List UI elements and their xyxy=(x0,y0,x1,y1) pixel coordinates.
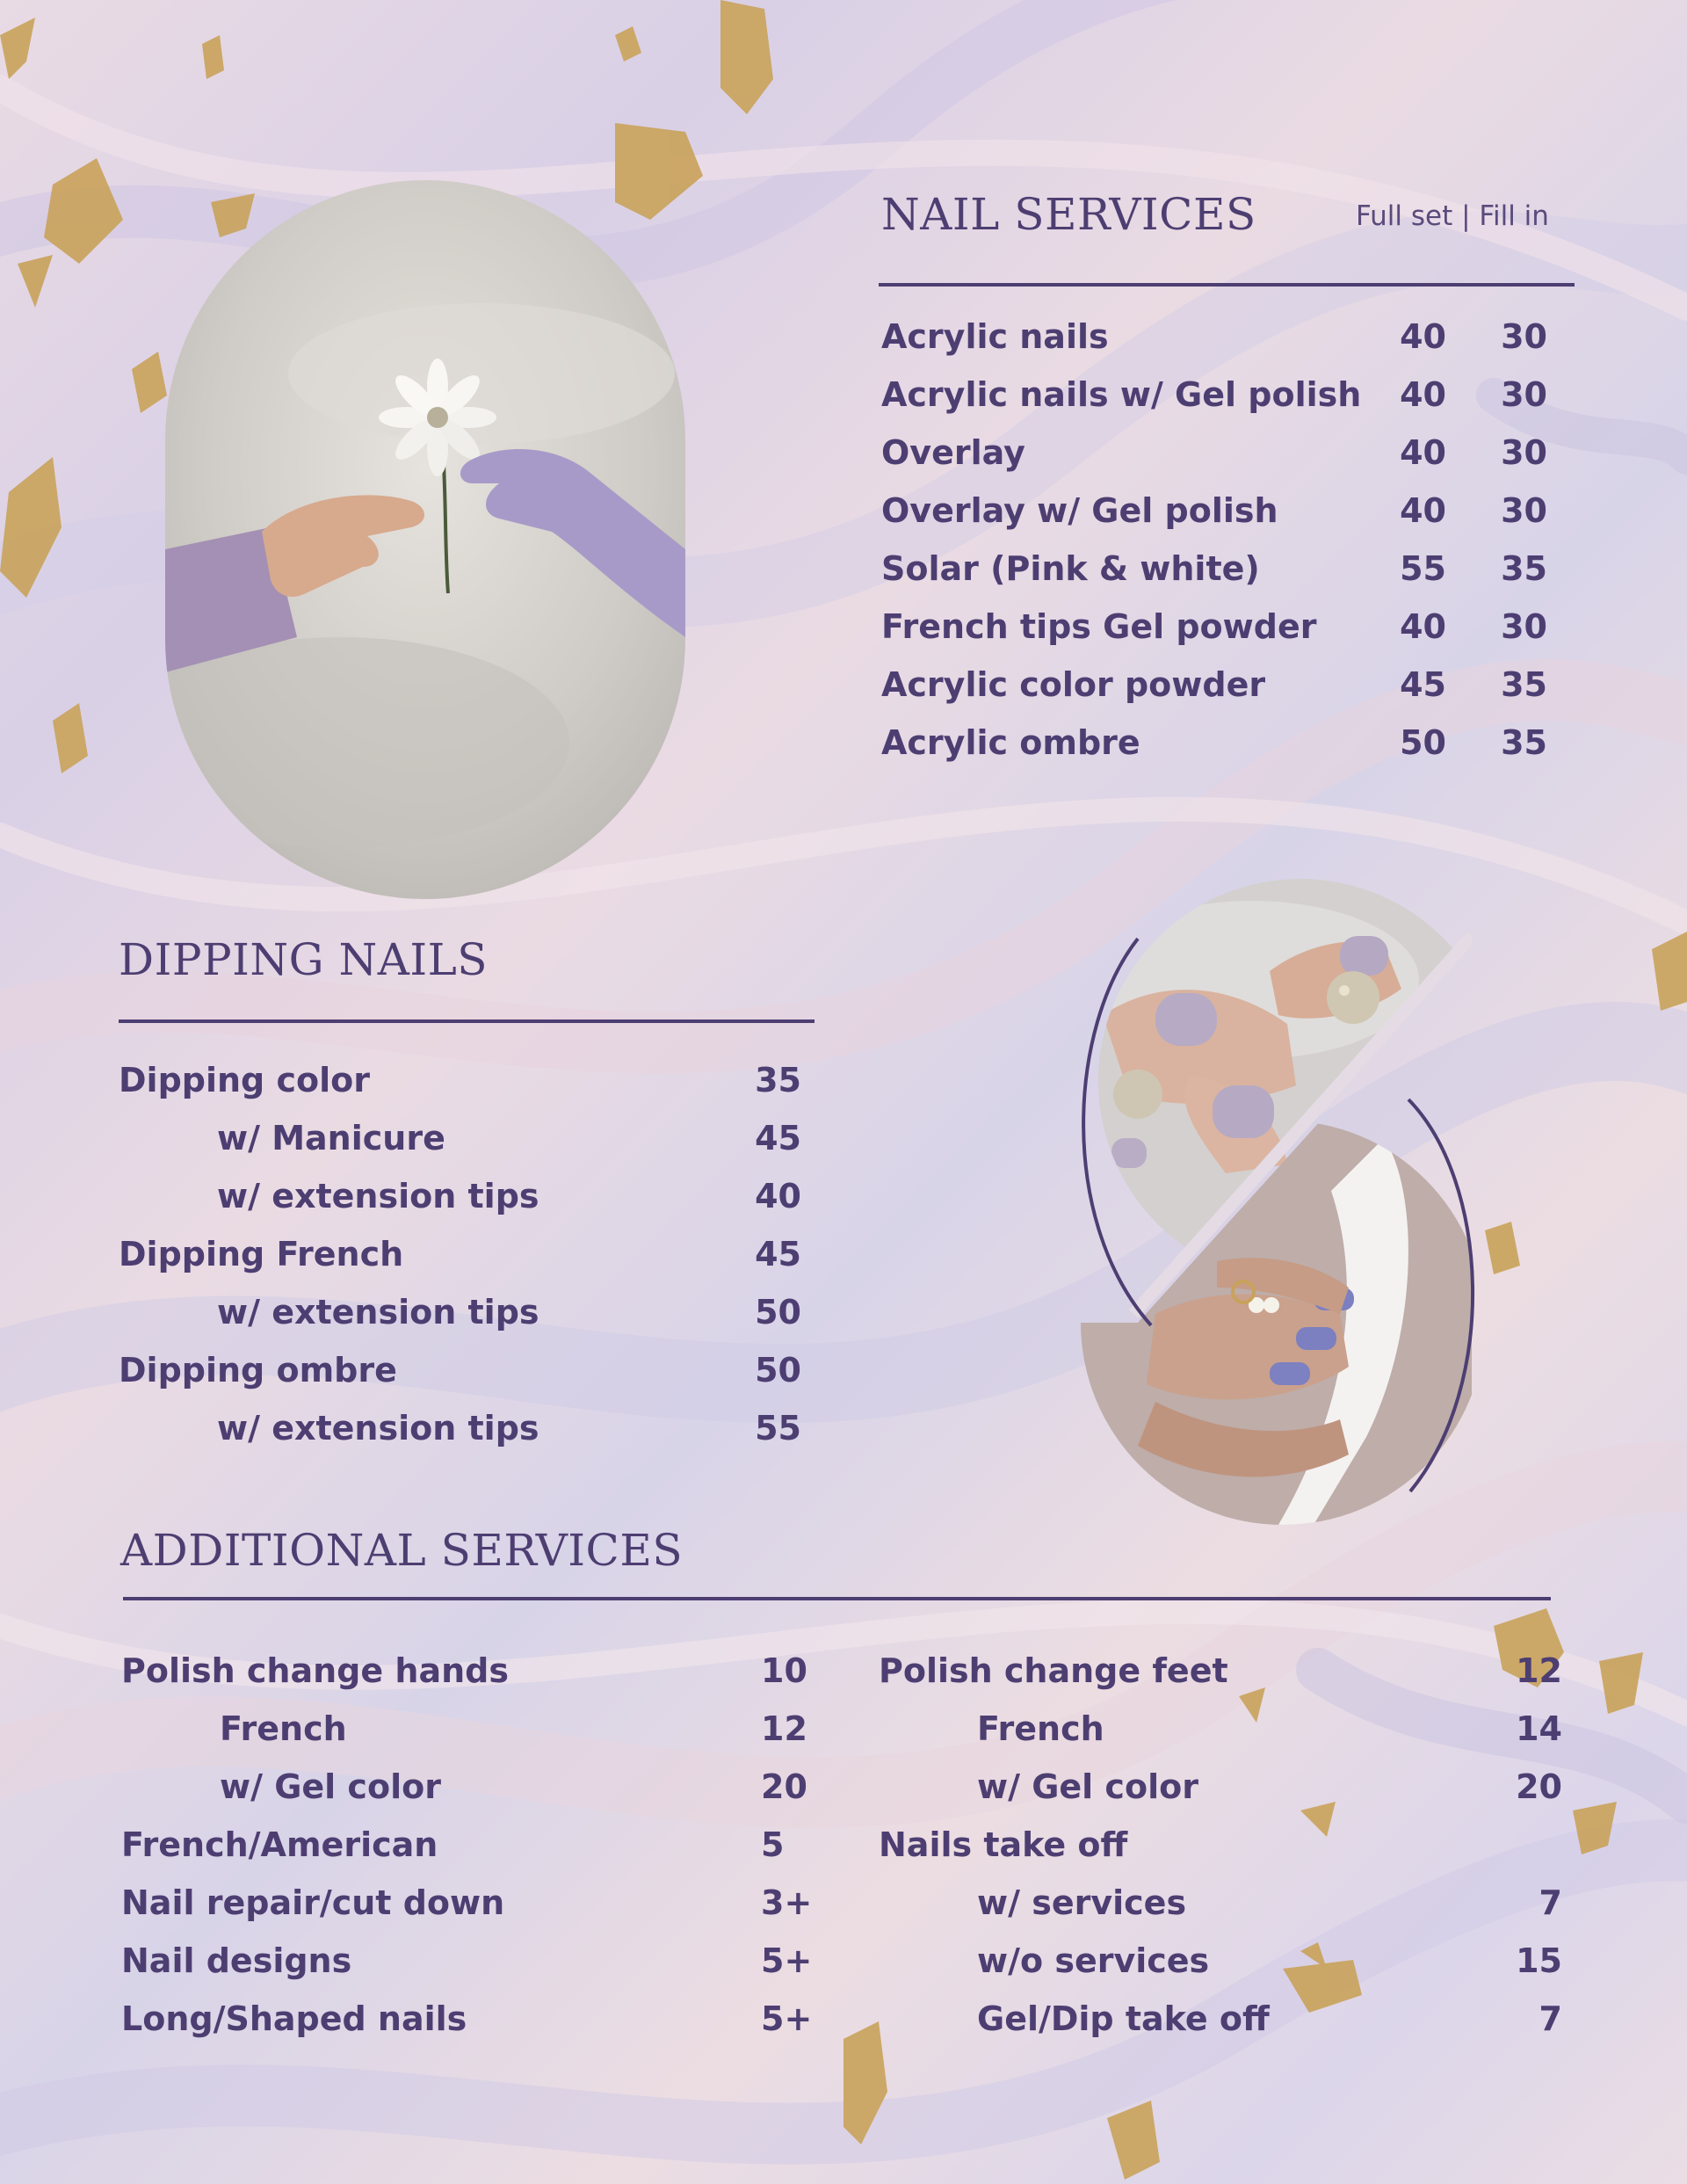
decorative-arc-right xyxy=(1401,1094,1498,1498)
service-price: 15 xyxy=(1516,1941,1562,1980)
service-name: French xyxy=(220,1709,347,1748)
service-price: 7 xyxy=(1539,1883,1562,1922)
fill-in-price: 35 xyxy=(1501,723,1547,762)
full-set-price: 40 xyxy=(1400,607,1446,646)
dipping-service-row xyxy=(119,1167,801,1225)
full-set-price: 40 xyxy=(1400,433,1446,472)
additional-service-row xyxy=(879,1816,1562,1874)
nail-service-row xyxy=(881,424,1574,482)
service-price: 40 xyxy=(755,1177,801,1215)
service-price: 14 xyxy=(1516,1709,1562,1748)
service-name: Overlay w/ Gel polish xyxy=(881,491,1278,530)
service-price: 12 xyxy=(1516,1651,1562,1690)
service-name: Overlay xyxy=(881,433,1025,472)
additional-service-row xyxy=(879,1700,1562,1758)
additional-service-row xyxy=(879,1642,1562,1700)
nail-services-divider xyxy=(879,283,1575,287)
service-price: 50 xyxy=(755,1293,801,1331)
service-price: 3+ xyxy=(761,1883,813,1922)
nail-service-row xyxy=(881,540,1574,598)
service-price: 55 xyxy=(755,1409,801,1448)
nail-service-row xyxy=(881,656,1574,714)
additional-service-row xyxy=(121,1642,824,1700)
additional-service-row xyxy=(879,1758,1562,1816)
additional-services-right-list xyxy=(879,1642,1562,2048)
dipping-service-row xyxy=(119,1283,801,1341)
service-name: Solar (Pink & white) xyxy=(881,549,1260,588)
service-name: w/ extension tips xyxy=(217,1177,539,1215)
fill-in-price: 30 xyxy=(1501,433,1547,472)
fill-in-price: 30 xyxy=(1501,607,1547,646)
service-name: w/ Gel color xyxy=(977,1767,1198,1806)
additional-service-row xyxy=(121,1758,824,1816)
service-name: Polish change feet xyxy=(879,1651,1228,1690)
nail-service-row xyxy=(881,366,1574,424)
additional-service-row xyxy=(121,1990,824,2048)
service-name: Dipping color xyxy=(119,1061,370,1099)
service-name: w/ Manicure xyxy=(217,1119,445,1157)
full-set-price: 40 xyxy=(1400,491,1446,530)
service-price: 45 xyxy=(755,1235,801,1273)
service-price: 5+ xyxy=(761,1999,813,2038)
fill-in-price: 35 xyxy=(1501,665,1547,704)
service-name: French tips Gel powder xyxy=(881,607,1317,646)
additional-services-divider xyxy=(123,1597,1551,1600)
full-set-price: 45 xyxy=(1400,665,1446,704)
service-name: Polish change hands xyxy=(121,1651,509,1690)
service-price: 5+ xyxy=(761,1941,813,1980)
dipping-nails-heading: DIPPING NAILS xyxy=(119,934,489,985)
service-price: 35 xyxy=(755,1061,801,1099)
service-price: 50 xyxy=(755,1351,801,1389)
service-price: 5 xyxy=(761,1825,785,1864)
service-name: Acrylic ombre xyxy=(881,723,1140,762)
decorative-arc-left xyxy=(1050,932,1164,1336)
service-name: Nails take off xyxy=(879,1825,1128,1864)
dipping-service-row xyxy=(119,1399,801,1457)
additional-service-row xyxy=(879,1874,1562,1932)
service-name: Acrylic nails w/ Gel polish xyxy=(881,375,1362,414)
dipping-service-row xyxy=(119,1051,801,1109)
service-name: Dipping French xyxy=(119,1235,404,1273)
additional-service-row xyxy=(879,1932,1562,1990)
service-name: Acrylic color powder xyxy=(881,665,1266,704)
service-name: w/o services xyxy=(977,1941,1210,1980)
price-columns-label: Full set | Fill in xyxy=(1356,200,1549,232)
dipping-nails-divider xyxy=(119,1019,815,1023)
daisy-hands-photo xyxy=(165,180,685,899)
additional-services-heading: ADDITIONAL SERVICES xyxy=(120,1525,684,1576)
service-name: Gel/Dip take off xyxy=(977,1999,1270,2038)
service-price: 45 xyxy=(755,1119,801,1157)
service-name: Nail designs xyxy=(121,1941,352,1980)
full-set-price: 50 xyxy=(1400,723,1446,762)
service-name: w/ extension tips xyxy=(217,1409,539,1448)
nail-services-heading: NAIL SERVICES xyxy=(881,189,1256,240)
nail-service-row xyxy=(881,714,1574,772)
additional-service-row xyxy=(121,1700,824,1758)
service-name: Acrylic nails xyxy=(881,317,1109,356)
service-name: Nail repair/cut down xyxy=(121,1883,505,1922)
fill-in-price: 35 xyxy=(1501,549,1547,588)
service-name: w/ extension tips xyxy=(217,1293,539,1331)
additional-services-left-list xyxy=(121,1642,824,2048)
service-name: w/ services xyxy=(977,1883,1187,1922)
service-price: 12 xyxy=(761,1709,807,1748)
dipping-service-row xyxy=(119,1109,801,1167)
additional-service-row xyxy=(879,1990,1562,2048)
nail-service-row xyxy=(881,482,1574,540)
nail-service-row xyxy=(881,598,1574,656)
dipping-service-row xyxy=(119,1225,801,1283)
fill-in-price: 30 xyxy=(1501,317,1547,356)
fill-in-price: 30 xyxy=(1501,375,1547,414)
service-price: 7 xyxy=(1539,1999,1562,2038)
fill-in-price: 30 xyxy=(1501,491,1547,530)
service-price: 10 xyxy=(761,1651,807,1690)
service-price: 20 xyxy=(1516,1767,1562,1806)
nail-service-row xyxy=(881,308,1574,366)
nail-services-list xyxy=(881,308,1574,772)
full-set-price: 40 xyxy=(1400,317,1446,356)
full-set-price: 55 xyxy=(1400,549,1446,588)
service-name: Dipping ombre xyxy=(119,1351,397,1389)
service-price: 20 xyxy=(761,1767,807,1806)
service-name: Long/Shaped nails xyxy=(121,1999,467,2038)
additional-service-row xyxy=(121,1874,824,1932)
dipping-nails-list xyxy=(119,1051,801,1457)
service-name: w/ Gel color xyxy=(220,1767,441,1806)
full-set-price: 40 xyxy=(1400,375,1446,414)
service-name: French xyxy=(977,1709,1104,1748)
service-name: French/American xyxy=(121,1825,438,1864)
additional-service-row xyxy=(121,1932,824,1990)
additional-service-row xyxy=(121,1816,824,1874)
dipping-service-row xyxy=(119,1341,801,1399)
